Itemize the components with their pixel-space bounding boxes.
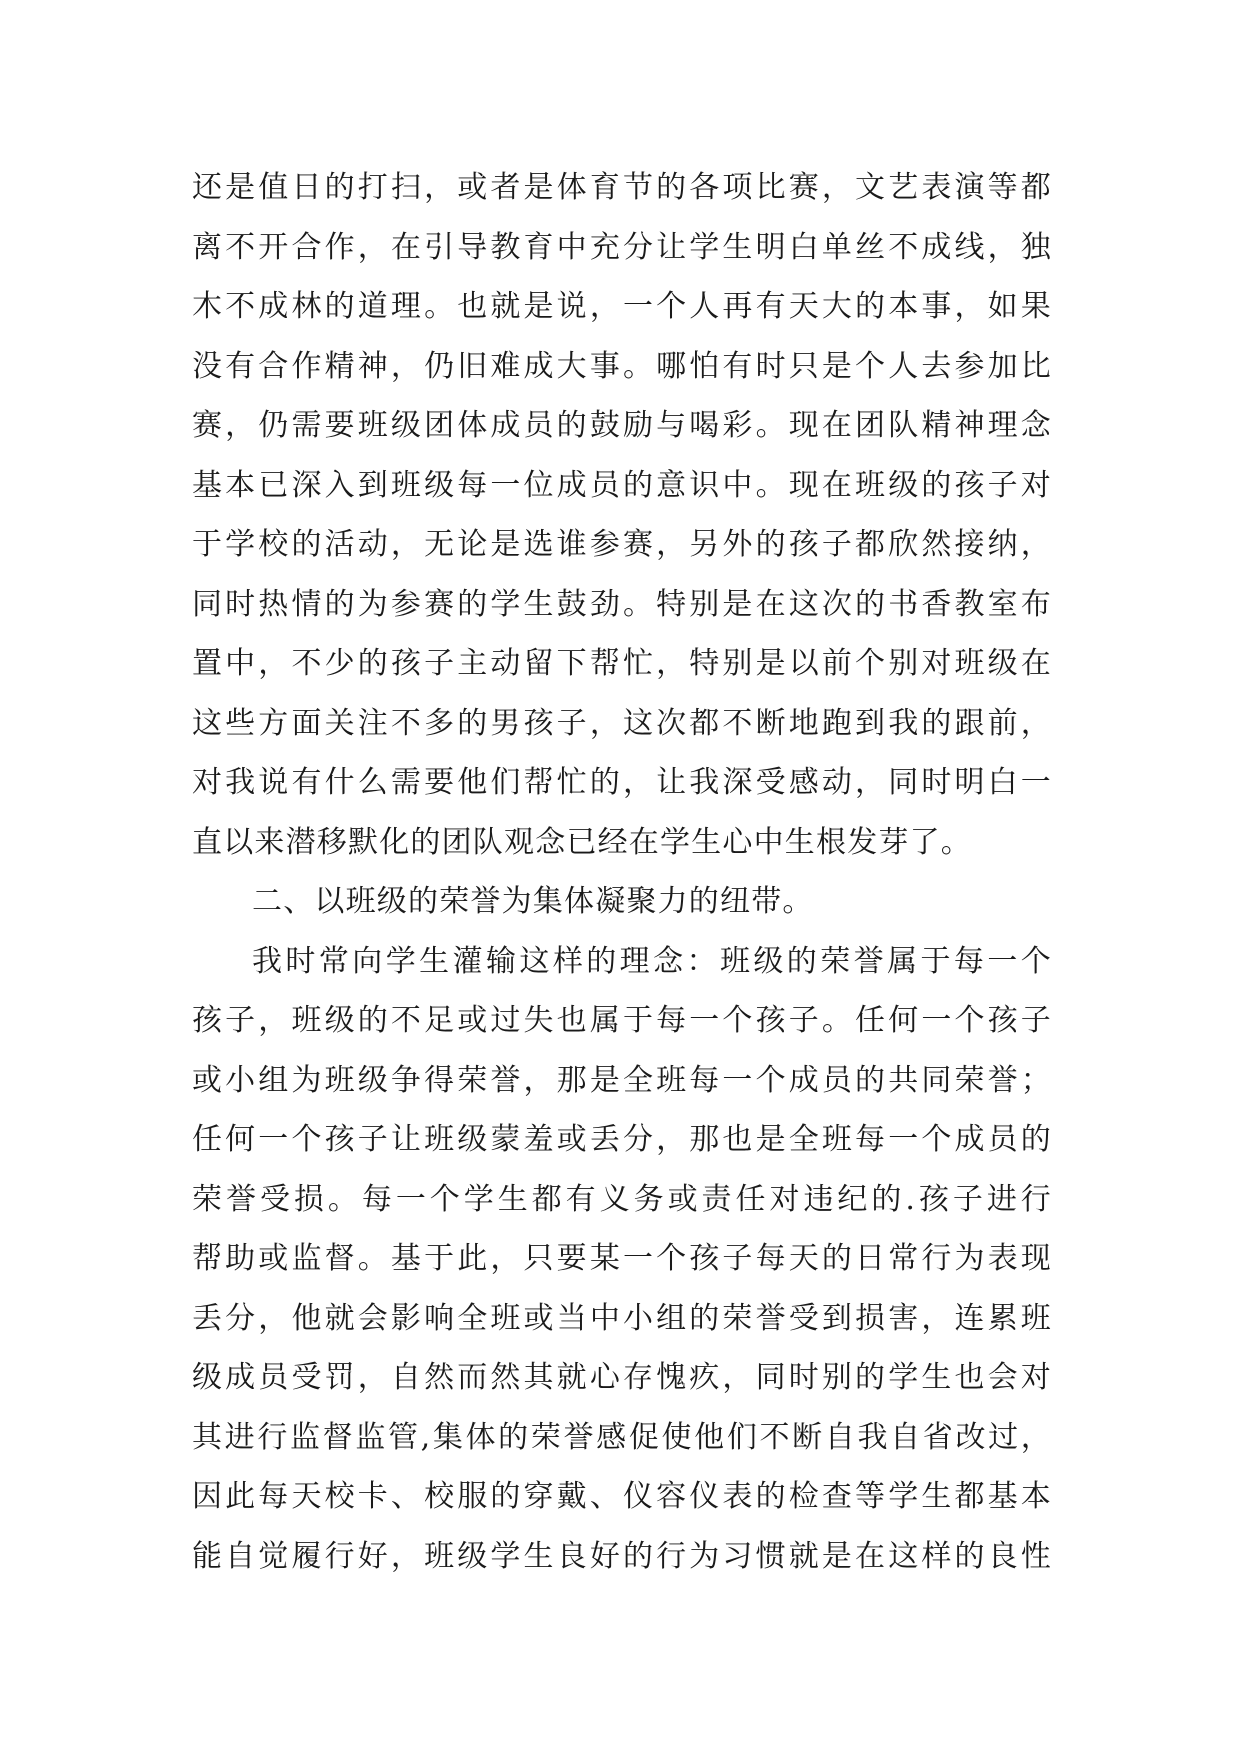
text-line: 能自觉履行好，班级学生良好的行为习惯就是在这样的良性 xyxy=(192,1538,1052,1574)
text-line: 任何一个孩子让班级蒙羞或丢分，那也是全班每一个成员的 xyxy=(192,1122,1052,1157)
text-line: 其进行监督监管,集体的荣誉感促使他们不断自我自省改过， xyxy=(192,1419,1052,1455)
text-line: 荣誉受损。每一个学生都有义务或责任对违纪的.孩子进行 xyxy=(192,1181,1052,1217)
text-line: 这些方面关注不多的男孩子，这次都不断地跑到我的跟前， xyxy=(192,705,1052,741)
paragraph-first-line: 我时常向学生灌输这样的理念：班级的荣誉属于每一个 xyxy=(252,943,1052,979)
text-line: 孩子，班级的不足或过失也属于每一个孩子。任何一个孩子 xyxy=(192,1003,1052,1038)
text-line: 丢分，他就会影响全班或当中小组的荣誉受到损害，连累班 xyxy=(192,1300,1052,1336)
text-line: 因此每天校卡、校服的穿戴、仪容仪表的检查等学生都基本 xyxy=(192,1479,1052,1514)
section-heading: 二、以班级的荣誉为集体凝聚力的纽带。 xyxy=(252,884,814,919)
text-line: 还是值日的打扫，或者是体育节的各项比赛，文艺表演等都 xyxy=(192,170,1052,205)
text-line: 或小组为班级争得荣誉，那是全班每一个成员的共同荣誉； xyxy=(192,1062,1052,1098)
text-line: 于学校的活动，无论是选谁参赛，另外的孩子都欣然接纳， xyxy=(192,527,1052,562)
text-line: 帮助或监督。基于此，只要某一个孩子每天的日常行为表现 xyxy=(192,1241,1052,1276)
text-line: 置中，不少的孩子主动留下帮忙，特别是以前个别对班级在 xyxy=(192,646,1052,681)
text-line: 级成员受罚，自然而然其就心存愧疚，同时别的学生也会对 xyxy=(192,1360,1052,1395)
body-text xyxy=(192,158,1052,1586)
text-line: 基本已深入到班级每一位成员的意识中。现在班级的孩子对 xyxy=(192,467,1052,503)
text-line: 对我说有什么需要他们帮忙的，让我深受感动，同时明白一 xyxy=(192,765,1052,800)
text-line: 没有合作精神，仍旧难成大事。哪怕有时只是个人去参加比 xyxy=(192,348,1052,384)
text-line: 直以来潜移默化的团队观念已经在学生心中生根发芽了。 xyxy=(192,824,972,860)
text-line: 同时热情的为参赛的学生鼓劲。特别是在这次的书香教室布 xyxy=(192,586,1052,622)
text-line: 赛，仍需要班级团体成员的鼓励与喝彩。现在团队精神理念 xyxy=(192,408,1052,443)
text-line: 离不开合作，在引导教育中充分让学生明白单丝不成线，独 xyxy=(192,229,1052,265)
text-line: 木不成林的道理。也就是说，一个人再有天大的本事，如果 xyxy=(192,289,1052,324)
